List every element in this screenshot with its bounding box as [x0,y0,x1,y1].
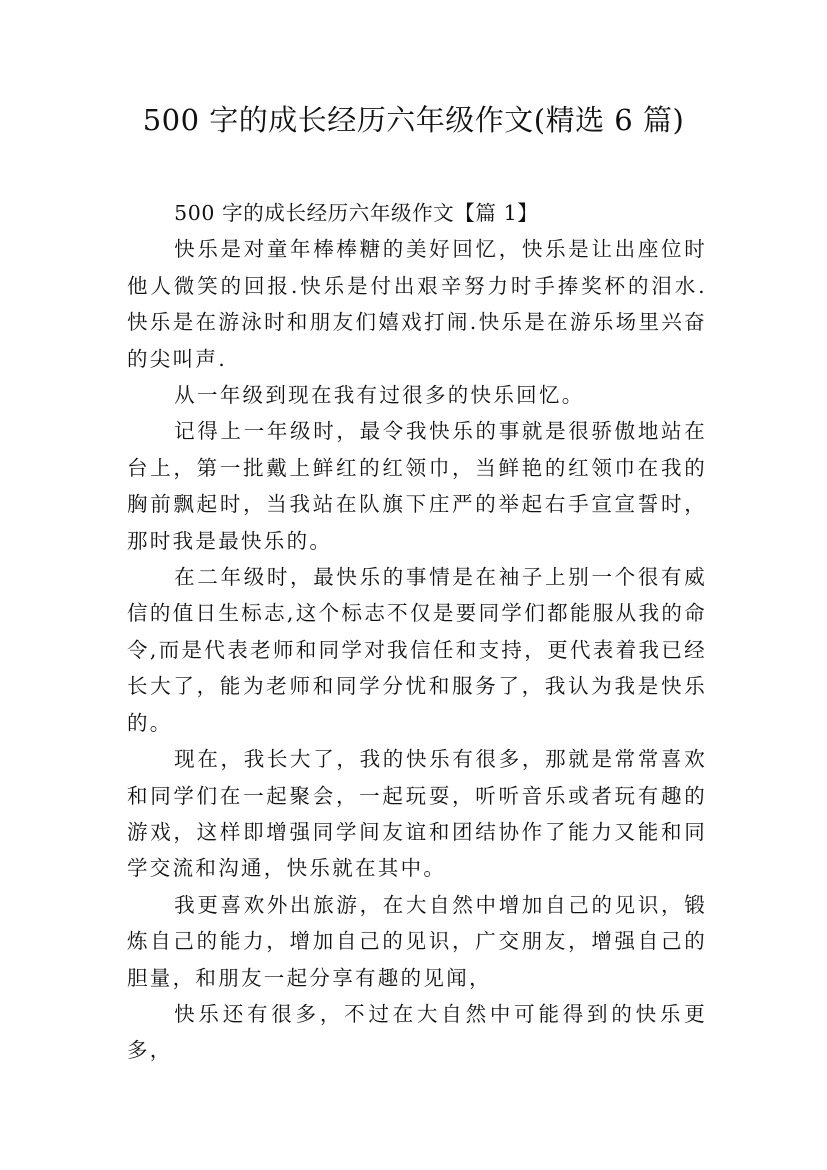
paragraph: 从一年级到现在我有过很多的快乐回忆。 [174,383,585,408]
paragraph: 快乐还有很多，不过在大自然中可能得到的快乐更多， [127,1001,707,1063]
section-heading: 500 字的成长经历六年级作文【篇 1】 [174,201,539,225]
paragraph: 在二年级时，最快乐的事情是在袖子上别一个很有威信的值日生标志,这个标志不仅是要同学们都能服从我的命令,而是代表老师和同学对我信任和支持，更代表着我已经长大了，能为老师和同学分忧和服务了，我认为我是快乐的。 [127,565,707,735]
paragraph: 记得上一年级时，最令我快乐的事就是很骄傲地站在台上，第一批戴上鲜红的红领巾，当鲜艳的红领巾在我的胸前飘起时，当我站在队旗下庄严的举起右手宣宣誓时，那时我是最快乐的。 [127,419,707,553]
paragraph: 快乐是对童年棒棒糖的美好回忆，快乐是让出座位时他人微笑的回报.快乐是付出艰辛努力时手捧奖杯的泪水.快乐是在游泳时和朋友们嬉戏打闹.快乐是在游乐场里兴奋的尖叫声. [127,237,707,371]
paragraph: 我更喜欢外出旅游，在大自然中增加自己的见识，锻炼自己的能力，增加自己的见识，广交朋友，增强自己的胆量，和朋友一起分享有趣的见闻， [127,892,707,990]
paragraph: 现在，我长大了，我的快乐有很多，那就是常常喜欢和同学们在一起聚会，一起玩耍，听听音乐或者玩有趣的游戏，这样即增强同学间友谊和团结协作了能力又能和同学交流和沟通，快乐就在其中。 [127,747,707,881]
document-title: 500 字的成长经历六年级作文(精选 6 篇) [142,103,685,137]
document-body [127,195,707,1069]
